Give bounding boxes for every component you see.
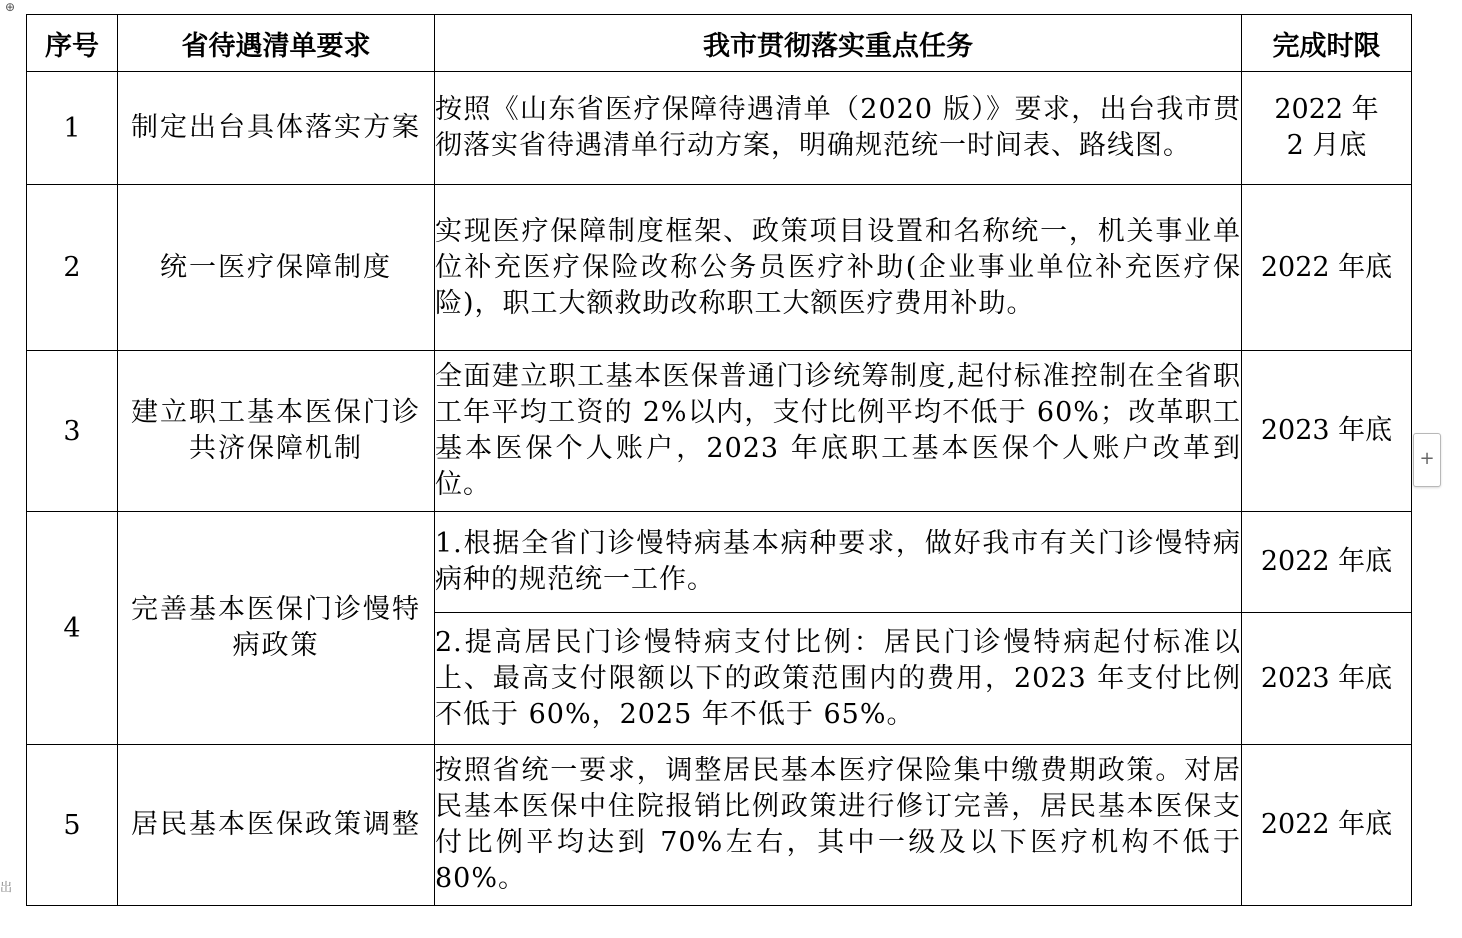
table-row [27, 185, 1412, 351]
row-task[interactable]: 按照《山东省医疗保障待遇清单（2020 版）》要求，出台我市贯彻落实省待遇清单行动方案，明确规范统一时间表、路线图。 [435, 72, 1242, 185]
row-task[interactable]: 1.根据全省门诊慢特病基本病种要求，做好我市有关门诊慢特病病种的规范统一工作。 [435, 512, 1242, 613]
row-requirement[interactable]: 完善基本医保门诊慢特病政策 [118, 512, 435, 745]
header-requirement: 省待遇清单要求 [118, 15, 435, 72]
table-row [27, 745, 1412, 906]
row-requirement[interactable]: 居民基本医保政策调整 [118, 745, 435, 906]
add-row-button[interactable]: + [1413, 433, 1441, 487]
row-requirement[interactable]: 统一医疗保障制度 [118, 185, 435, 351]
row-num[interactable]: 2 [27, 185, 118, 351]
header-deadline: 完成时限 [1242, 15, 1412, 72]
header-num: 序号 [27, 15, 118, 72]
row-deadline[interactable]: 2022 年底 [1242, 512, 1412, 613]
row-num[interactable]: 4 [27, 512, 118, 745]
row-task[interactable]: 2.提高居民门诊慢特病支付比例：居民门诊慢特病起付标准以上、最高支付限额以下的政策范围内的费用，2023 年支付比例不低于 60%，2025 年不低于 65%。 [435, 613, 1242, 745]
policy-task-table [26, 14, 1412, 906]
row-num[interactable]: 5 [27, 745, 118, 906]
row-task[interactable]: 全面建立职工基本医保普通门诊统筹制度,起付标准控制在全省职工年平均工资的 2%以内，支付比例平均不低于 60%；改革职工基本医保个人账户，2023 年底职工基本医保个人账户改革到位。 [435, 351, 1242, 512]
table-move-handle-icon[interactable]: ⊕ [4, 0, 16, 14]
row-requirement[interactable]: 制定出台具体落实方案 [118, 72, 435, 185]
row-deadline[interactable]: 2023 年底 [1242, 351, 1412, 512]
table-header-row [27, 15, 1412, 72]
row-task[interactable]: 按照省统一要求，调整居民基本医疗保险集中缴费期政策。对居民基本医保中住院报销比例政策进行修订完善，居民基本医保支付比例平均达到 70%左右，其中一级及以下医疗机构不低于 80%。 [435, 745, 1242, 906]
table-row [27, 72, 1412, 185]
row-deadline[interactable]: 2022 年 2 月底 [1242, 72, 1412, 185]
table-row [27, 351, 1412, 512]
row-requirement[interactable]: 建立职工基本医保门诊共济保障机制 [118, 351, 435, 512]
row-num[interactable]: 3 [27, 351, 118, 512]
header-task: 我市贯彻落实重点任务 [435, 15, 1242, 72]
row-deadline[interactable]: 2022 年底 [1242, 745, 1412, 906]
page-margin-mark: 岀 [0, 880, 13, 894]
table-row [27, 512, 1412, 613]
row-deadline[interactable]: 2023 年底 [1242, 613, 1412, 745]
row-task[interactable]: 实现医疗保障制度框架、政策项目设置和名称统一，机关事业单位补充医疗保险改称公务员医疗补助(企业事业单位补充医疗保险)，职工大额救助改称职工大额医疗费用补助。 [435, 185, 1242, 351]
row-deadline[interactable]: 2022 年底 [1242, 185, 1412, 351]
row-num[interactable]: 1 [27, 72, 118, 185]
